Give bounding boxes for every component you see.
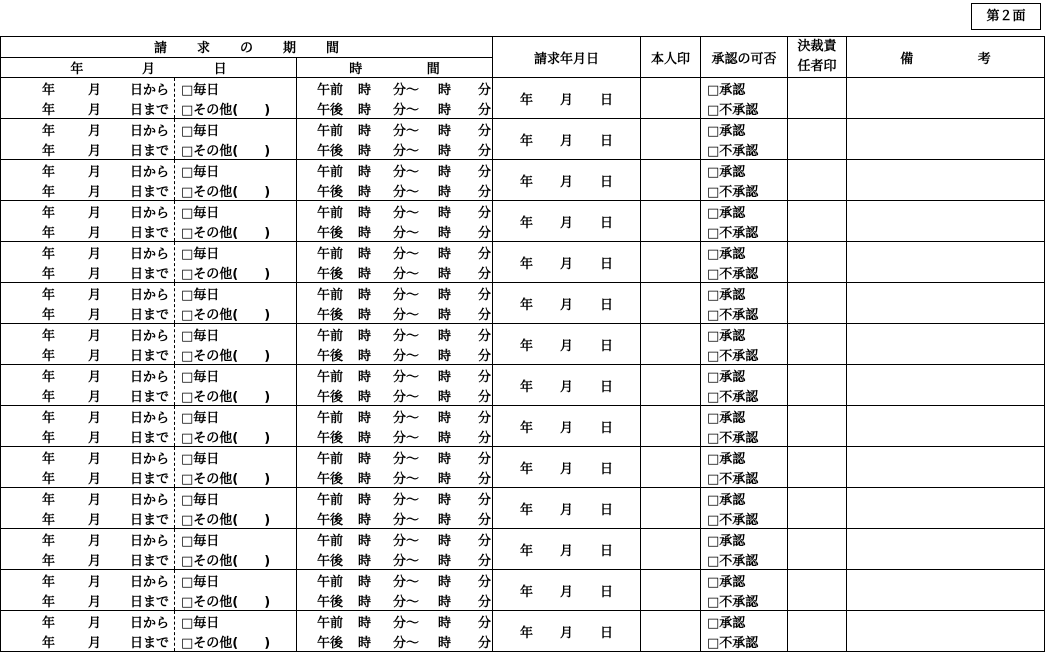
request-date-cell[interactable]: 年 月 日 — [493, 529, 641, 570]
request-date-cell[interactable]: 年 月 日 — [493, 283, 641, 324]
decider-seal-cell[interactable] — [788, 488, 847, 529]
personal-seal-cell[interactable] — [641, 283, 701, 324]
remarks-cell[interactable] — [847, 119, 1045, 160]
request-row — [1, 324, 1045, 365]
time-cell[interactable]: 午前 時 分～ 時 分 午後 時 分～ 時 分 — [297, 201, 493, 242]
time-cell[interactable]: 午前 時 分～ 時 分 午後 時 分～ 時 分 — [297, 119, 493, 160]
daily-checkbox[interactable]: □毎日 — [181, 123, 220, 139]
daily-checkbox[interactable]: □毎日 — [181, 410, 220, 426]
ymd-day-header: 日 — [213, 61, 227, 77]
approval-cell[interactable] — [701, 119, 788, 160]
approve-checkbox[interactable]: □承認 — [707, 123, 746, 139]
request-date-cell[interactable]: 年 月 日 — [493, 119, 641, 160]
frequency-cell[interactable] — [175, 119, 297, 160]
decider-seal-cell[interactable] — [788, 119, 847, 160]
personal-seal-cell[interactable] — [641, 324, 701, 365]
daily-checkbox[interactable]: □毎日 — [181, 287, 220, 303]
frequency-cell[interactable] — [175, 611, 297, 652]
time-cell[interactable]: 午前 時 分～ 時 分 午後 時 分～ 時 分 — [297, 365, 493, 406]
remarks-cell[interactable] — [847, 324, 1045, 365]
request-row — [1, 201, 1045, 242]
period-date-cell[interactable]: 年 月 日から 年 月 日まで — [1, 570, 175, 611]
personal-seal-cell[interactable] — [641, 447, 701, 488]
remarks-cell[interactable] — [847, 406, 1045, 447]
approve-checkbox[interactable]: □承認 — [707, 287, 746, 303]
reject-checkbox[interactable]: □不承認 — [707, 389, 759, 405]
request-date-cell[interactable]: 年 月 日 — [493, 324, 641, 365]
other-checkbox[interactable]: □その他( ) — [181, 348, 271, 364]
remarks-cell[interactable] — [847, 488, 1045, 529]
daily-checkbox[interactable]: □毎日 — [181, 492, 220, 508]
decider-seal-cell[interactable] — [788, 201, 847, 242]
period-date-cell[interactable]: 年 月 日から 年 月 日まで — [1, 611, 175, 652]
reject-checkbox[interactable]: □不承認 — [707, 225, 759, 241]
decider-seal-cell[interactable] — [788, 611, 847, 652]
other-checkbox[interactable]: □その他( ) — [181, 594, 271, 610]
daily-checkbox[interactable]: □毎日 — [181, 246, 220, 262]
period-date-cell[interactable]: 年 月 日から 年 月 日まで — [1, 488, 175, 529]
remarks-cell[interactable] — [847, 529, 1045, 570]
remarks-cell[interactable] — [847, 365, 1045, 406]
frequency-cell[interactable] — [175, 283, 297, 324]
time-cell[interactable]: 午前 時 分～ 時 分 午後 時 分～ 時 分 — [297, 283, 493, 324]
approve-checkbox[interactable]: □承認 — [707, 451, 746, 467]
decider-seal-header — [788, 37, 847, 78]
period-header: 請求の期間 — [1, 37, 493, 58]
remarks-cell[interactable] — [847, 283, 1045, 324]
request-date-cell[interactable]: 年 月 日 — [493, 201, 641, 242]
request-date-cell[interactable]: 年 月 日 — [493, 488, 641, 529]
approval-cell[interactable] — [701, 201, 788, 242]
approve-checkbox[interactable]: □承認 — [707, 492, 746, 508]
time-cell[interactable]: 午前 時 分～ 時 分 午後 時 分～ 時 分 — [297, 406, 493, 447]
request-row — [1, 78, 1045, 119]
request-row — [1, 160, 1045, 201]
approve-checkbox[interactable]: □承認 — [707, 164, 746, 180]
reject-checkbox[interactable]: □不承認 — [707, 512, 759, 528]
personal-seal-cell[interactable] — [641, 570, 701, 611]
daily-checkbox[interactable]: □毎日 — [181, 369, 220, 385]
frequency-cell[interactable] — [175, 242, 297, 283]
other-checkbox[interactable]: □その他( ) — [181, 143, 271, 159]
frequency-cell[interactable] — [175, 78, 297, 119]
period-date-cell[interactable]: 年 月 日から 年 月 日まで — [1, 201, 175, 242]
approval-cell[interactable] — [701, 570, 788, 611]
personal-seal-cell[interactable] — [641, 611, 701, 652]
request-date-cell[interactable]: 年 月 日 — [493, 365, 641, 406]
remarks-cell[interactable] — [847, 78, 1045, 119]
request-row — [1, 570, 1045, 611]
decider-seal-cell[interactable] — [788, 529, 847, 570]
reject-checkbox[interactable]: □不承認 — [707, 348, 759, 364]
other-checkbox[interactable]: □その他( ) — [181, 512, 271, 528]
reject-checkbox[interactable]: □不承認 — [707, 266, 759, 282]
other-checkbox[interactable]: □その他( ) — [181, 389, 271, 405]
personal-seal-cell[interactable] — [641, 406, 701, 447]
request-row — [1, 242, 1045, 283]
period-date-cell[interactable]: 年 月 日から 年 月 日まで — [1, 447, 175, 488]
other-checkbox[interactable]: □その他( ) — [181, 184, 271, 200]
time-header: 時 間 — [297, 57, 493, 78]
decider-seal-cell[interactable] — [788, 324, 847, 365]
other-checkbox[interactable]: □その他( ) — [181, 471, 271, 487]
daily-checkbox[interactable]: □毎日 — [181, 164, 220, 180]
remarks-cell[interactable] — [847, 611, 1045, 652]
request-date-cell[interactable]: 年 月 日 — [493, 570, 641, 611]
time-cell[interactable]: 午前 時 分～ 時 分 午後 時 分～ 時 分 — [297, 324, 493, 365]
time-cell[interactable]: 午前 時 分～ 時 分 午後 時 分～ 時 分 — [297, 611, 493, 652]
approval-cell[interactable] — [701, 488, 788, 529]
daily-checkbox[interactable]: □毎日 — [181, 328, 220, 344]
approval-header: 承認の可否 — [701, 37, 788, 78]
request-rows — [1, 78, 1045, 652]
period-date-cell[interactable]: 年 月 日から 年 月 日まで — [1, 365, 175, 406]
request-date-cell[interactable]: 年 月 日 — [493, 611, 641, 652]
request-date-cell[interactable]: 年 月 日 — [493, 447, 641, 488]
decider-seal-cell[interactable] — [788, 160, 847, 201]
other-checkbox[interactable]: □その他( ) — [181, 225, 271, 241]
decider-seal-cell[interactable] — [788, 406, 847, 447]
reject-checkbox[interactable]: □不承認 — [707, 430, 759, 446]
period-date-cell[interactable]: 年 月 日から 年 月 日まで — [1, 78, 175, 119]
frequency-cell[interactable] — [175, 488, 297, 529]
period-date-cell[interactable]: 年 月 日から 年 月 日まで — [1, 242, 175, 283]
frequency-cell[interactable] — [175, 201, 297, 242]
personal-seal-cell[interactable] — [641, 201, 701, 242]
remarks-cell[interactable] — [847, 570, 1045, 611]
daily-checkbox[interactable]: □毎日 — [181, 205, 220, 221]
frequency-cell[interactable] — [175, 365, 297, 406]
decider-seal-cell[interactable] — [788, 570, 847, 611]
decider-seal-cell[interactable] — [788, 242, 847, 283]
period-date-cell[interactable]: 年 月 日から 年 月 日まで — [1, 529, 175, 570]
frequency-cell[interactable] — [175, 447, 297, 488]
period-date-cell[interactable]: 年 月 日から 年 月 日まで — [1, 160, 175, 201]
personal-seal-cell[interactable] — [641, 119, 701, 160]
personal-seal-cell[interactable] — [641, 365, 701, 406]
request-row — [1, 447, 1045, 488]
personal-seal-cell[interactable] — [641, 78, 701, 119]
page-number-label: 第２面 — [971, 3, 1041, 30]
remarks-cell[interactable] — [847, 447, 1045, 488]
frequency-cell[interactable] — [175, 160, 297, 201]
time-cell[interactable]: 午前 時 分～ 時 分 午後 時 分～ 時 分 — [297, 160, 493, 201]
approval-cell[interactable] — [701, 78, 788, 119]
ymd-header — [1, 57, 297, 78]
approval-cell[interactable] — [701, 160, 788, 201]
decider-seal-cell[interactable] — [788, 365, 847, 406]
other-checkbox[interactable]: □その他( ) — [181, 307, 271, 323]
remarks-cell[interactable] — [847, 160, 1045, 201]
frequency-cell[interactable] — [175, 529, 297, 570]
personal-seal-cell[interactable] — [641, 242, 701, 283]
approve-checkbox[interactable]: □承認 — [707, 615, 746, 631]
daily-checkbox[interactable]: □毎日 — [181, 615, 220, 631]
frequency-cell[interactable] — [175, 570, 297, 611]
time-cell[interactable]: 午前 時 分～ 時 分 午後 時 分～ 時 分 — [297, 488, 493, 529]
daily-checkbox[interactable]: □毎日 — [181, 533, 220, 549]
reject-checkbox[interactable]: □不承認 — [707, 143, 759, 159]
time-cell[interactable]: 午前 時 分～ 時 分 午後 時 分～ 時 分 — [297, 570, 493, 611]
reject-checkbox[interactable]: □不承認 — [707, 594, 759, 610]
request-date-cell[interactable]: 年 月 日 — [493, 242, 641, 283]
reject-checkbox[interactable]: □不承認 — [707, 102, 759, 118]
reject-checkbox[interactable]: □不承認 — [707, 307, 759, 323]
approval-cell[interactable] — [701, 611, 788, 652]
decider-header-line1: 決裁責 — [797, 39, 837, 54]
decider-header-line2: 任者印 — [797, 59, 837, 74]
ymd-year-header: 年 — [70, 61, 84, 77]
approval-cell[interactable] — [701, 242, 788, 283]
approve-checkbox[interactable]: □承認 — [707, 246, 746, 262]
request-row — [1, 119, 1045, 160]
approve-checkbox[interactable]: □承認 — [707, 533, 746, 549]
decider-seal-cell[interactable] — [788, 447, 847, 488]
ymd-month-header: 月 — [141, 61, 155, 77]
approve-checkbox[interactable]: □承認 — [707, 574, 746, 590]
other-checkbox[interactable]: □その他( ) — [181, 430, 271, 446]
approval-cell[interactable] — [701, 529, 788, 570]
request-date-cell[interactable]: 年 月 日 — [493, 160, 641, 201]
time-cell[interactable]: 午前 時 分～ 時 分 午後 時 分～ 時 分 — [297, 529, 493, 570]
approve-checkbox[interactable]: □承認 — [707, 82, 746, 98]
other-checkbox[interactable]: □その他( ) — [181, 635, 271, 651]
reject-checkbox[interactable]: □不承認 — [707, 553, 759, 569]
approve-checkbox[interactable]: □承認 — [707, 410, 746, 426]
daily-checkbox[interactable]: □毎日 — [181, 82, 220, 98]
request-date-cell[interactable]: 年 月 日 — [493, 406, 641, 447]
request-row — [1, 611, 1045, 652]
daily-checkbox[interactable]: □毎日 — [181, 451, 220, 467]
time-cell[interactable]: 午前 時 分～ 時 分 午後 時 分～ 時 分 — [297, 78, 493, 119]
approve-checkbox[interactable]: □承認 — [707, 328, 746, 344]
other-checkbox[interactable]: □その他( ) — [181, 102, 271, 118]
period-date-cell[interactable]: 年 月 日から 年 月 日まで — [1, 283, 175, 324]
personal-seal-cell[interactable] — [641, 160, 701, 201]
request-row — [1, 283, 1045, 324]
request-row — [1, 529, 1045, 570]
request-date-cell[interactable]: 年 月 日 — [493, 78, 641, 119]
personal-seal-cell[interactable] — [641, 488, 701, 529]
remarks-cell[interactable] — [847, 242, 1045, 283]
approval-cell[interactable] — [701, 365, 788, 406]
personal-seal-header: 本人印 — [641, 37, 701, 78]
request-row — [1, 406, 1045, 447]
request-form-table — [0, 36, 1045, 652]
other-checkbox[interactable]: □その他( ) — [181, 553, 271, 569]
reject-checkbox[interactable]: □不承認 — [707, 184, 759, 200]
period-date-cell[interactable]: 年 月 日から 年 月 日まで — [1, 324, 175, 365]
approve-checkbox[interactable]: □承認 — [707, 205, 746, 221]
daily-checkbox[interactable]: □毎日 — [181, 574, 220, 590]
approve-checkbox[interactable]: □承認 — [707, 369, 746, 385]
time-cell[interactable]: 午前 時 分～ 時 分 午後 時 分～ 時 分 — [297, 447, 493, 488]
request-date-header: 請求年月日 — [493, 37, 641, 78]
time-cell[interactable]: 午前 時 分～ 時 分 午後 時 分～ 時 分 — [297, 242, 493, 283]
period-date-cell[interactable]: 年 月 日から 年 月 日まで — [1, 406, 175, 447]
remarks-header: 備 考 — [847, 37, 1045, 78]
remarks-cell[interactable] — [847, 201, 1045, 242]
frequency-cell[interactable] — [175, 406, 297, 447]
decider-seal-cell[interactable] — [788, 78, 847, 119]
other-checkbox[interactable]: □その他( ) — [181, 266, 271, 282]
reject-checkbox[interactable]: □不承認 — [707, 471, 759, 487]
personal-seal-cell[interactable] — [641, 529, 701, 570]
request-row — [1, 488, 1045, 529]
period-date-cell[interactable]: 年 月 日から 年 月 日まで — [1, 119, 175, 160]
request-row — [1, 365, 1045, 406]
frequency-cell[interactable] — [175, 324, 297, 365]
approval-cell[interactable] — [701, 283, 788, 324]
approval-cell[interactable] — [701, 447, 788, 488]
reject-checkbox[interactable]: □不承認 — [707, 635, 759, 651]
decider-seal-cell[interactable] — [788, 283, 847, 324]
approval-cell[interactable] — [701, 406, 788, 447]
approval-cell[interactable] — [701, 324, 788, 365]
